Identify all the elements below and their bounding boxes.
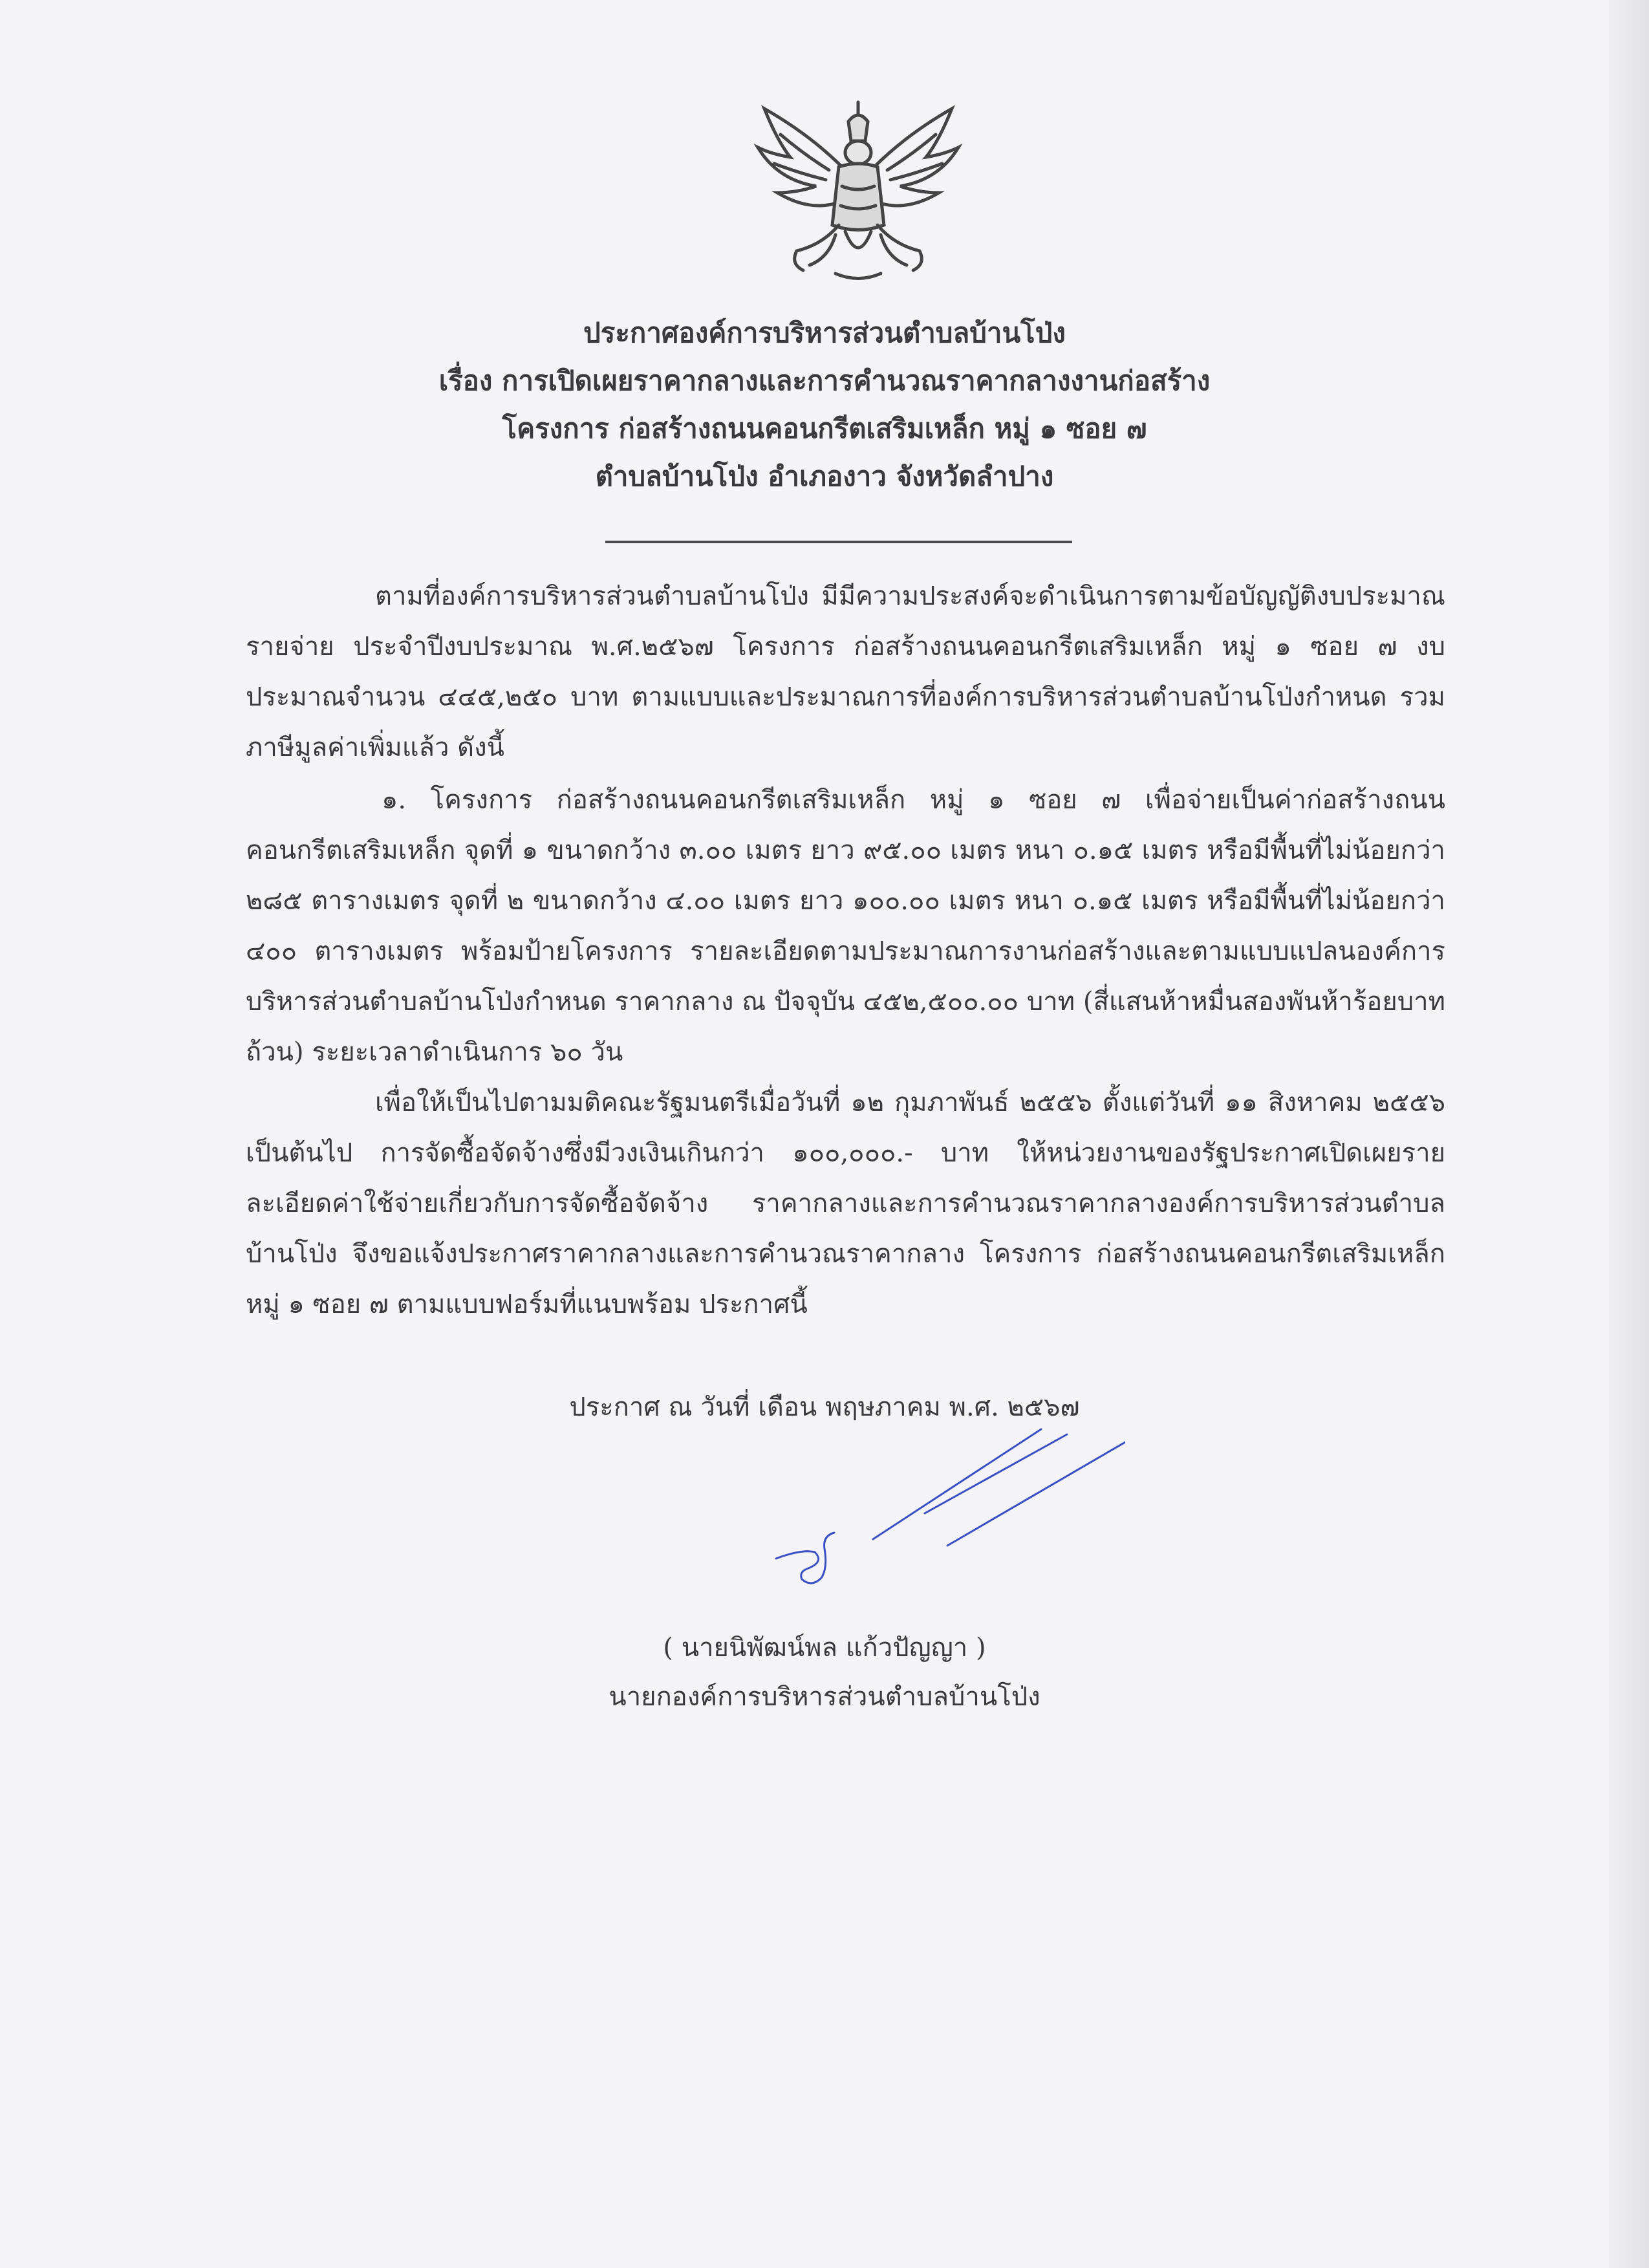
project-name: โครงการ ก่อสร้างถนนคอนกรีตเสริมเหล็ก หมู่ ๑ ซอย ๗: [502, 413, 1147, 444]
announcement-date: ประกาศ ณ วันที่ เดือน พฤษภาคม พ.ศ. ๒๕๖๗: [569, 1392, 1080, 1422]
heading-divider: [605, 541, 1072, 543]
body-paragraph-3: เพื่อให้เป็นไปตามมติคณะรัฐมนตรีเมื่อวันที่ ๑๒ กุมภาพันธ์ ๒๕๕๖ ตั้งแต่วันที่ ๑๑ สิงหาคม ๒๕๕๖ เป็นต้นไป การจัดซื้อจัดจ้างซึ่งมีวงเงินเกินกว่า ๑๐๐,๐๐๐.- บาท ให้หน่วยงานของรัฐประกาศเปิดเผยรายละเอียดค่าใช้จ่ายเกี่ยวกับการจัดซื้อจัดจ้าง ราคากลางและการคำนวณราคากลางองค์การบริหารส่วนตำบลบ้านโป่ง จึงขอแจ้งประกาศราคากลางและการคำนวณราคากลาง โครงการ ก่อสร้างถนนคอนกรีตเสริมเหล็ก หมู่ ๑ ซอย ๗ ตามแบบฟอร์มที่แนบพร้อม ประกาศนี้: [246, 1088, 1445, 1319]
project-location: ตำบลบ้านโป่ง อำเภองาว จังหวัดลำปาง: [595, 460, 1054, 492]
handwritten-signature: [763, 1410, 1125, 1591]
signer-title: นายกองค์การบริหารส่วนตำบลบ้านโป่ง: [609, 1682, 1040, 1712]
announcement-title: ประกาศองค์การบริหารส่วนตำบลบ้านโป่ง: [583, 317, 1066, 349]
body-paragraph-1: ตามที่องค์การบริหารส่วนตำบลบ้านโป่ง มีมีความประสงค์จะดำเนินการตามข้อบัญญัติงบประมาณรายจ่าย ประจำปีงบประมาณ พ.ศ.๒๕๖๗ โครงการ ก่อสร้างถนนคอนกรีตเสริมเหล็ก หมู่ ๑ ซอย ๗ งบประมาณจำนวน ๔๔๕,๒๕๐ บาท ตามแบบและประมาณการที่องค์การบริหารส่วนตำบลบ้านโป่งกำหนด รวมภาษีมูลค่าเพิ่มแล้ว ดังนี้: [246, 581, 1445, 762]
garuda-emblem-icon: [751, 96, 965, 290]
signer-name: ( นายนิพัฒน์พล แก้วปัญญา ): [663, 1633, 986, 1663]
body-paragraph-2: ๑. โครงการ ก่อสร้างถนนคอนกรีตเสริมเหล็ก หมู่ ๑ ซอย ๗ เพื่อจ่ายเป็นค่าก่อสร้างถนนคอนกรีตเสริมเหล็ก จุดที่ ๑ ขนาดกว้าง ๓.๐๐ เมตร ยาว ๙๕.๐๐ เมตร หนา ๐.๑๕ เมตร หรือมีพื้นที่ไม่น้อยกว่า ๒๘๕ ตารางเมตร จุดที่ ๒ ขนาดกว้าง ๔.๐๐ เมตร ยาว ๑๐๐.๐๐ เมตร หนา ๐.๑๕ เมตร หรือมีพื้นที่ไม่น้อยกว่า ๔๐๐ ตารางเมตร พร้อมป้ายโครงการ รายละเอียดตามประมาณการงานก่อสร้างและตามแบบแปลนองค์การบริหารส่วนตำบลบ้านโป่งกำหนด ราคากลาง ณ ปัจจุบัน ๔๕๒,๕๐๐.๐๐ บาท (สี่แสนห้าหมื่นสองพันห้าร้อยบาทถ้วน) ระยะเวลาดำเนินการ ๖๐ วัน: [246, 785, 1445, 1067]
announcement-subject: เรื่อง การเปิดเผยราคากลางและการคำนวณราคากลางงานก่อสร้าง: [438, 365, 1211, 396]
